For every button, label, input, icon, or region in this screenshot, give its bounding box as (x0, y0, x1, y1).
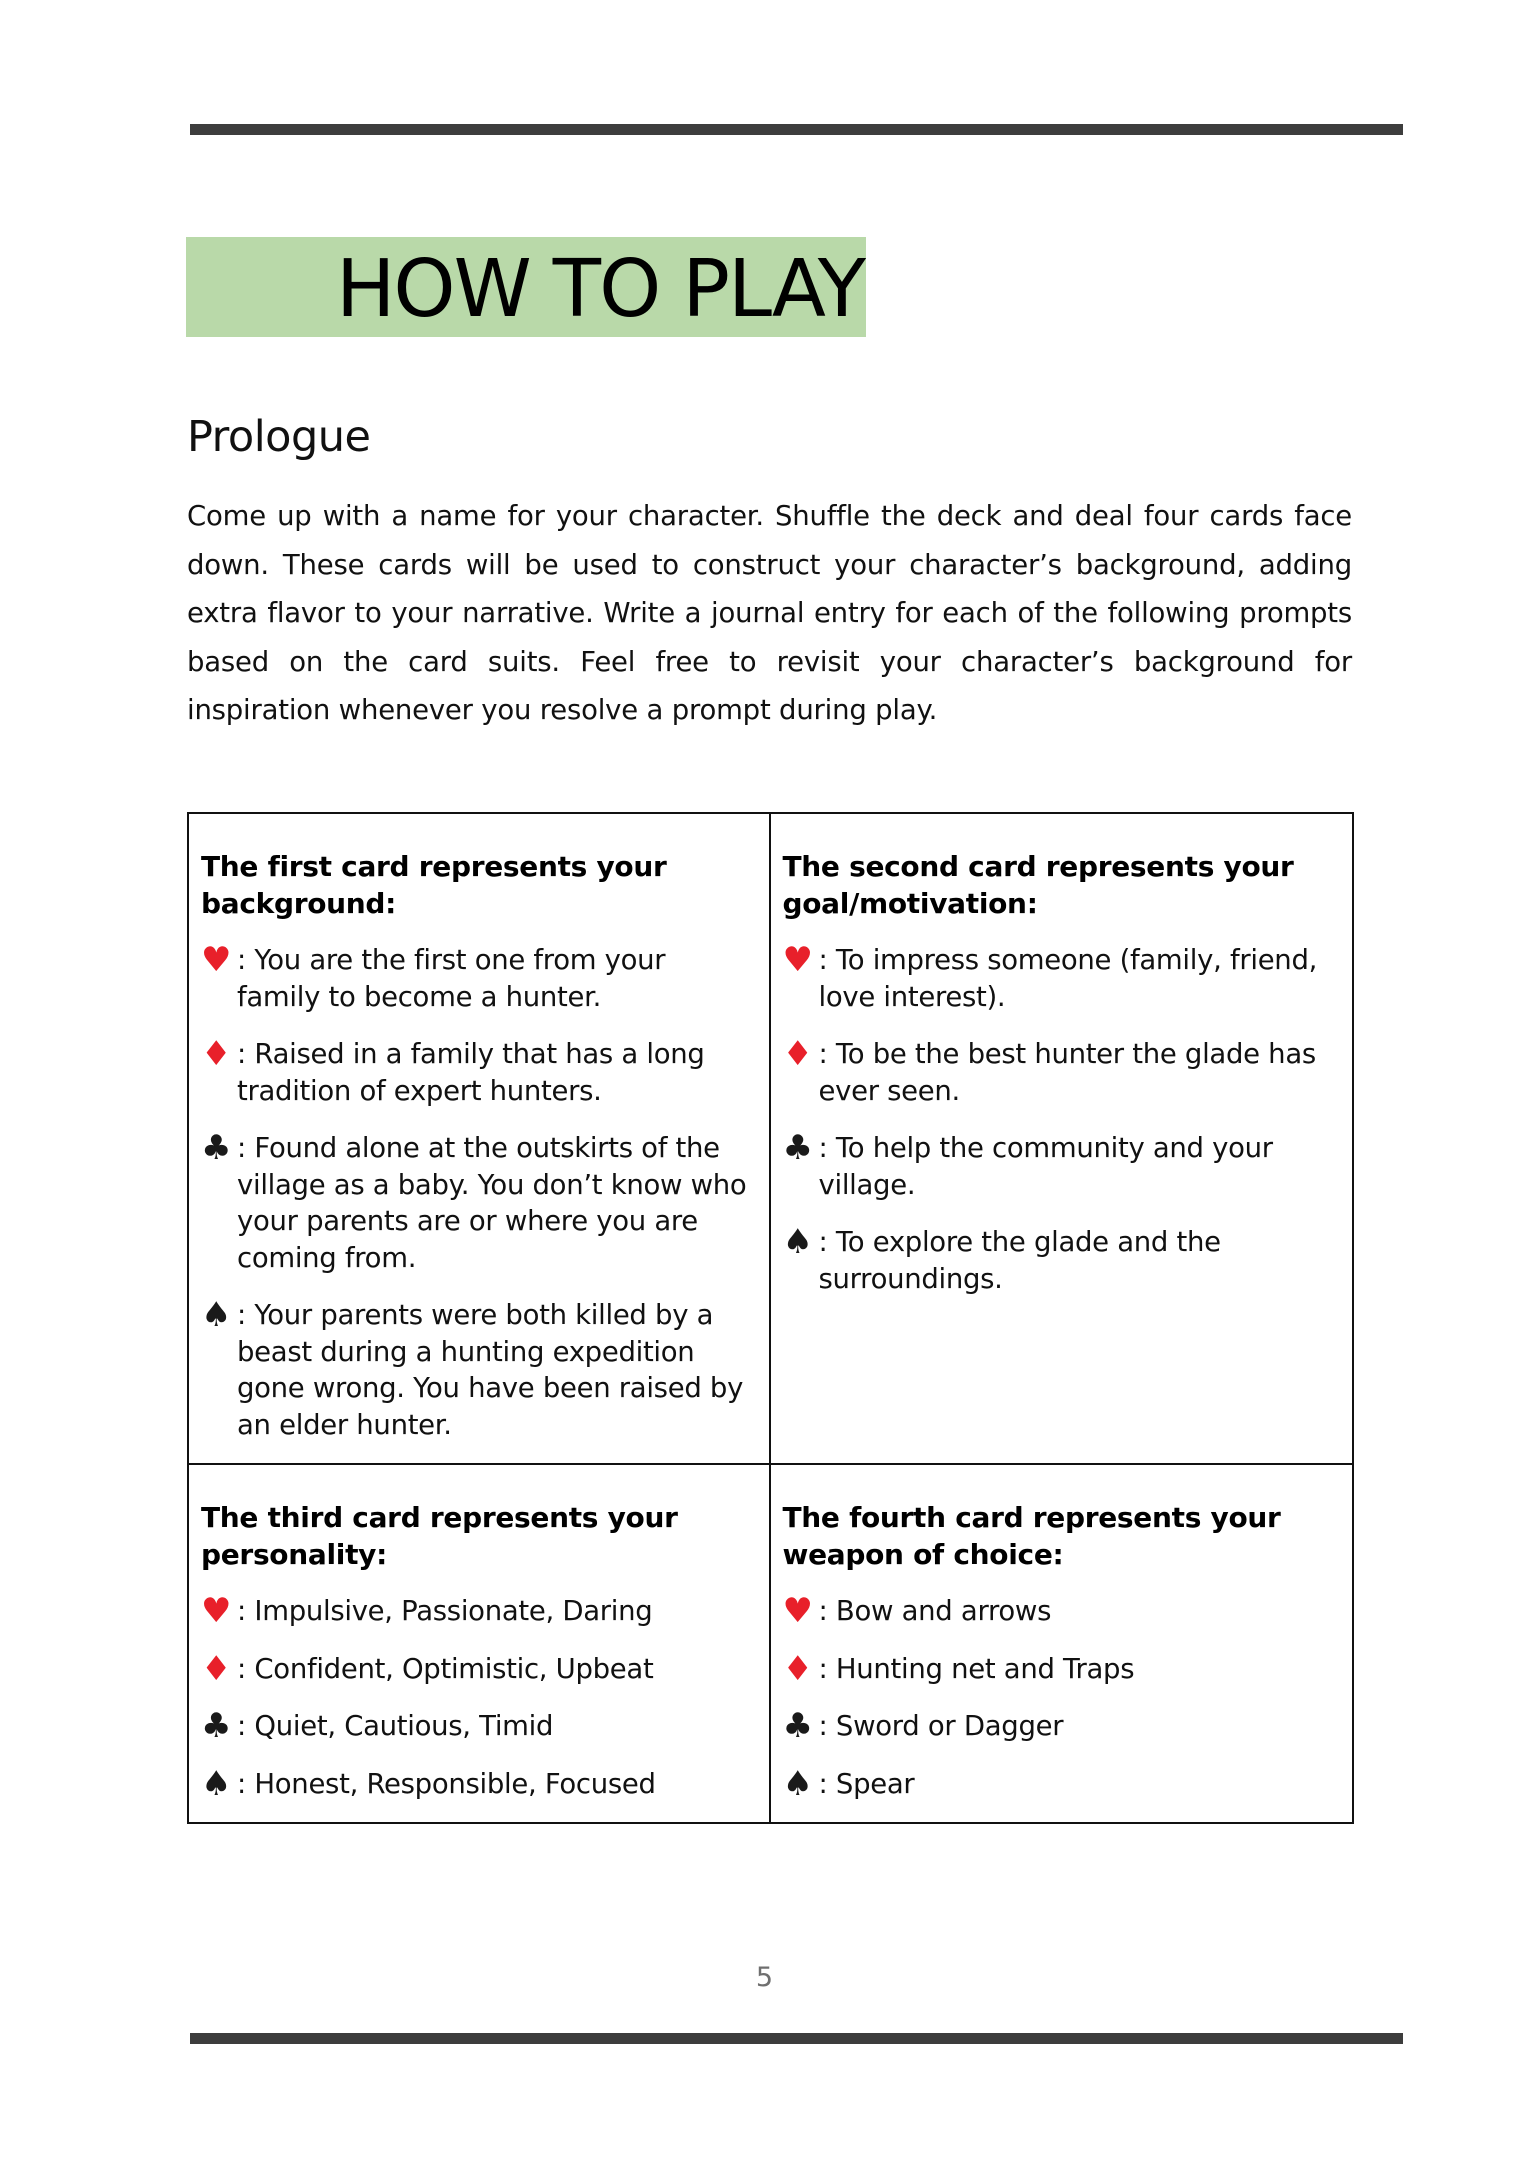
card-options (201, 1593, 757, 1802)
club-icon: ♣ (782, 1128, 813, 1168)
card-option (782, 1763, 1341, 1804)
card-heading: The first card represents your background: (201, 850, 667, 920)
card-option-text: : Bow and arrows (818, 1595, 1052, 1627)
card-option-text: : You are the first one from your family to become a hunter. (237, 944, 666, 1013)
card-option-text: : Found alone at the outskirts of the village as a baby. You don’t know who your parents are or where you are coming from. (237, 1132, 747, 1274)
card-option (201, 1297, 757, 1443)
section-title: Prologue (187, 412, 371, 462)
card-option (783, 1130, 1341, 1203)
spade-icon: ♠ (201, 1763, 232, 1804)
card-option (201, 1648, 757, 1689)
card-option-text: : Sword or Dagger (818, 1710, 1064, 1742)
card-option-text: : To be the best hunter the glade has ever seen. (818, 1038, 1316, 1107)
card-option (201, 942, 757, 1015)
club-icon: ♣ (201, 1706, 232, 1746)
diamond-icon: ♦ (782, 1648, 813, 1689)
card-option (201, 1708, 757, 1745)
heart-icon: ♥ (782, 940, 813, 980)
spade-icon: ♠ (201, 1295, 232, 1335)
card-option (201, 1593, 757, 1630)
card-option (201, 1036, 757, 1109)
card-option (783, 942, 1341, 1015)
card-cell-4 (771, 1465, 1353, 1822)
card-option-text: : To explore the glade and the surroundings. (818, 1226, 1221, 1295)
spade-icon: ♠ (782, 1222, 813, 1262)
card-heading: The second card represents your goal/motivation: (782, 850, 1294, 920)
card-option (782, 1648, 1341, 1689)
card-option-text: : Quiet, Cautious, Timid (237, 1710, 554, 1742)
club-icon: ♣ (782, 1706, 813, 1746)
card-option-text: : To help the community and your village. (818, 1132, 1273, 1201)
diamond-icon: ♦ (201, 1648, 232, 1689)
diamond-icon: ♦ (201, 1034, 232, 1074)
card-option-text: : Raised in a family that has a long tradition of expert hunters. (237, 1038, 705, 1107)
card-heading: The third card represents your personality: (201, 1501, 678, 1571)
card-option-text: : Hunting net and Traps (818, 1652, 1135, 1685)
card-cell-1 (189, 814, 771, 1465)
card-option (783, 1224, 1341, 1297)
card-option (201, 1763, 757, 1804)
page-title: HOW TO PLAY (336, 243, 864, 335)
title-banner (186, 237, 866, 337)
card-option-text: : Your parents were both killed by a beast during a hunting expedition gone wrong. You have been raised by an elder hunter. (237, 1299, 744, 1441)
card-option-text: : Spear (818, 1767, 915, 1800)
card-prompt-table (187, 812, 1354, 1824)
card-option-text: : Honest, Responsible, Focused (237, 1767, 656, 1800)
card-options (201, 942, 757, 1443)
card-cell-3 (189, 1465, 771, 1822)
spade-icon: ♠ (782, 1763, 813, 1804)
card-cell-2 (771, 814, 1353, 1465)
card-options (783, 942, 1341, 1297)
card-option (783, 1593, 1341, 1630)
heart-icon: ♥ (201, 940, 232, 980)
bottom-rule (190, 2033, 1403, 2044)
diamond-icon: ♦ (782, 1034, 813, 1074)
card-option-text: : Confident, Optimistic, Upbeat (237, 1652, 654, 1685)
card-option (201, 1130, 757, 1276)
card-option-text: : To impress someone (family, friend, love interest). (818, 944, 1318, 1013)
card-option (783, 1708, 1341, 1745)
heart-icon: ♥ (201, 1591, 232, 1631)
card-options (783, 1593, 1341, 1802)
heart-icon: ♥ (782, 1591, 813, 1631)
card-option-text: : Impulsive, Passionate, Daring (237, 1595, 653, 1627)
card-heading: The fourth card represents your weapon of choice: (782, 1501, 1281, 1571)
top-rule (190, 124, 1403, 135)
club-icon: ♣ (201, 1128, 232, 1168)
intro-paragraph: Come up with a name for your character. Shuffle the deck and deal four cards face down. These cards will be used to construct your character’s background, adding extra flavor to your narrative. Write a journal entry for each of the following prompts based on the card suits. Feel free to revisit your character’s background for inspiration whenever you resolve a prompt during play. (187, 500, 1352, 726)
card-option (783, 1036, 1341, 1109)
page-number: 5 (755, 1962, 774, 1993)
